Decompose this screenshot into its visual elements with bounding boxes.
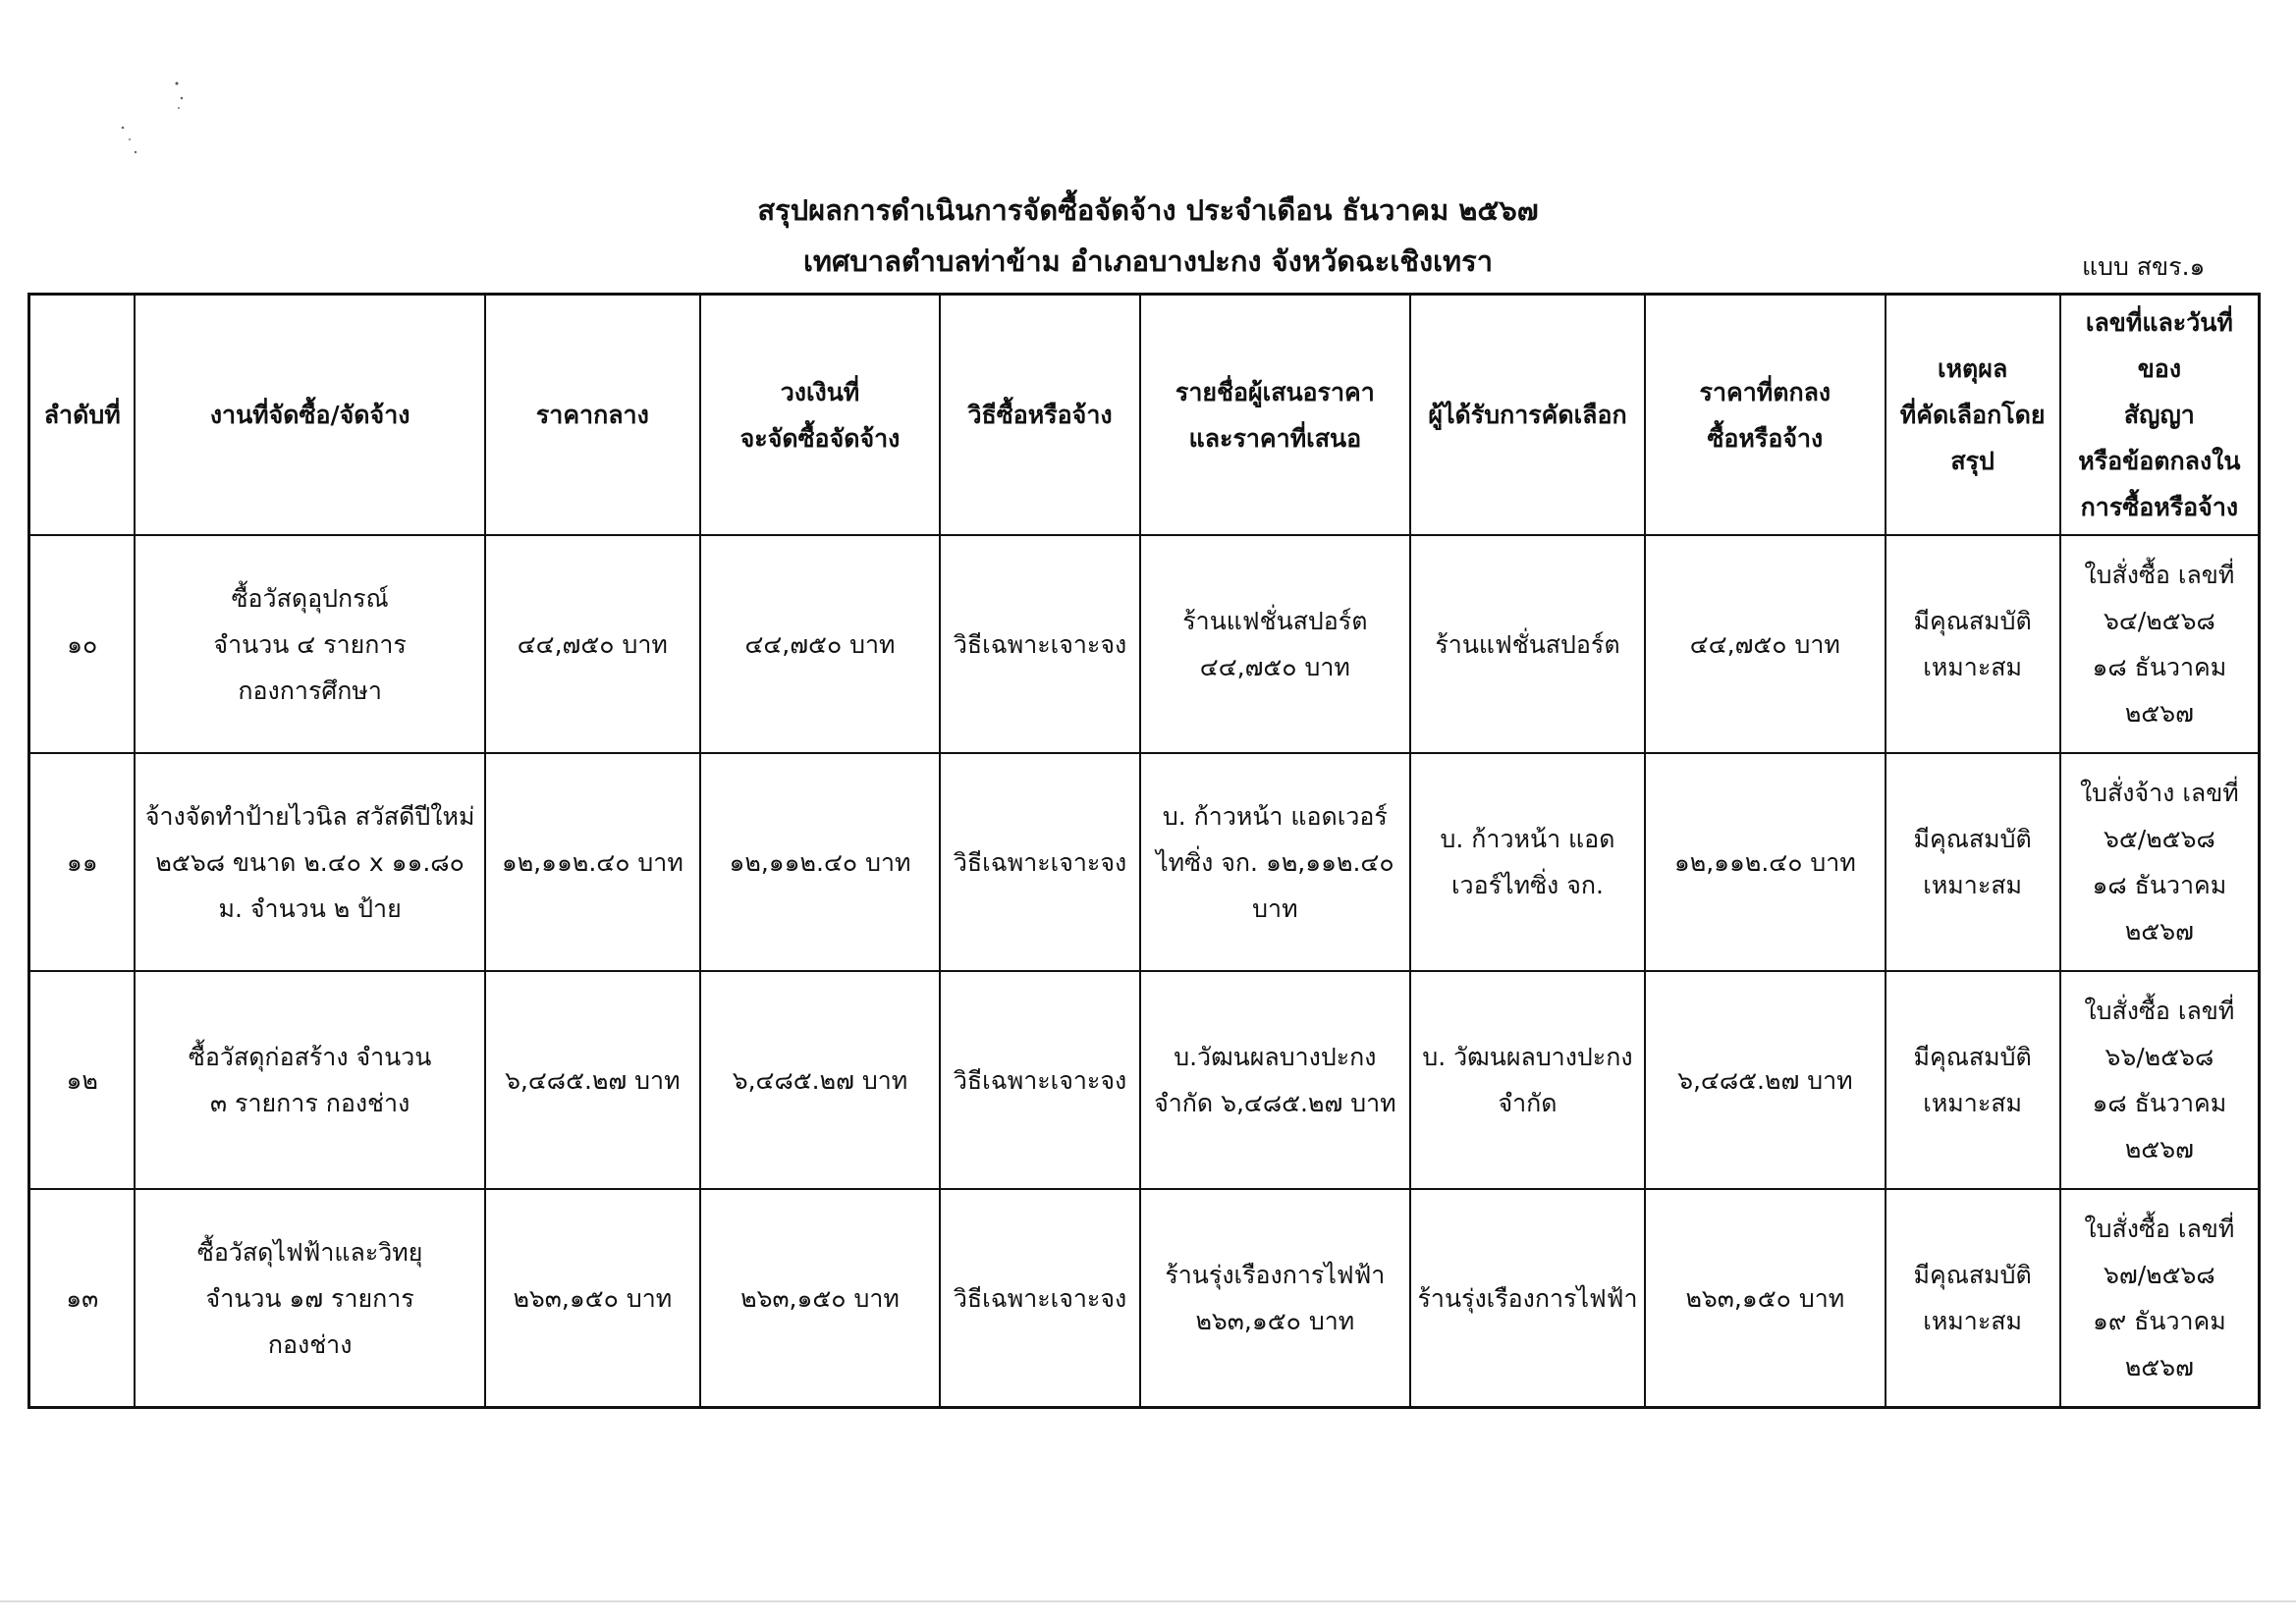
table-header-row <box>29 295 2260 536</box>
cell-bidders: ร้านรุ่งเรืองการไฟฟ้า ๒๖๓,๑๕๐ บาท <box>1140 1189 1410 1408</box>
cell-budget: ๖,๔๘๕.๒๗ บาท <box>700 971 940 1189</box>
cell-contract: ใบสั่งซื้อ เลขที่ ๖๖/๒๕๖๘ ๑๘ ธันวาคม ๒๕๖๗ <box>2060 971 2260 1189</box>
cell-budget: ๒๖๓,๑๕๐ บาท <box>700 1189 940 1408</box>
cell-agreed-price: ๒๖๓,๑๕๐ บาท <box>1645 1189 1885 1408</box>
cell-method: วิธีเฉพาะเจาะจง <box>940 753 1140 971</box>
cell-contract: ใบสั่งซื้อ เลขที่ ๖๔/๒๕๖๘ ๑๘ ธันวาคม ๒๕๖๗ <box>2060 535 2260 753</box>
header-no: ลำดับที่ <box>29 295 136 536</box>
title-line-2: เทศบาลตำบลท่าข้าม อำเภอบางปะกง จังหวัดฉะเชิงเทรา <box>802 244 1494 278</box>
cell-selected: ร้านรุ่งเรืองการไฟฟ้า <box>1410 1189 1645 1408</box>
header-method: วิธีซื้อหรือจ้าง <box>940 295 1140 536</box>
cell-bidders: ร้านแฟชั่นสปอร์ต ๔๔,๗๕๐ บาท <box>1140 535 1410 753</box>
cell-selected: บ. ก้าวหน้า แอด เวอร์ไทซิ่ง จก. <box>1410 753 1645 971</box>
header-bidders: รายชื่อผู้เสนอราคา และราคาที่เสนอ <box>1140 295 1410 536</box>
header-contract: เลขที่และวันที่ของ สัญญา หรือข้อตกลงใน การซื้อหรือจ้าง <box>2060 295 2260 536</box>
header-reason: เหตุผล ที่คัดเลือกโดย สรุป <box>1886 295 2060 536</box>
cell-reason: มีคุณสมบัติ เหมาะสม <box>1886 535 2060 753</box>
cell-contract: ใบสั่งซื้อ เลขที่ ๖๗/๒๕๖๘ ๑๙ ธันวาคม ๒๕๖๗ <box>2060 1189 2260 1408</box>
cell-median-price: ๑๒,๑๑๒.๔๐ บาท <box>485 753 700 971</box>
cell-work: ซื้อวัสดุไฟฟ้าและวิทยุ จำนวน ๑๗ รายการ กองช่าง <box>135 1189 484 1408</box>
cell-work: จ้างจัดทำป้ายไวนิล สวัสดีปีใหม่ ๒๕๖๘ ขนาด ๒.๔๐ x ๑๑.๘๐ ม. จำนวน ๒ ป้าย <box>135 753 484 971</box>
header-budget: วงเงินที่ จะจัดซื้อจัดจ้าง <box>700 295 940 536</box>
cell-bidders: บ.วัฒนผลบางปะกง จำกัด ๖,๔๘๕.๒๗ บาท <box>1140 971 1410 1189</box>
cell-no: ๑๑ <box>29 753 136 971</box>
cell-median-price: ๒๖๓,๑๕๐ บาท <box>485 1189 700 1408</box>
procurement-table <box>27 293 2261 1409</box>
document-title <box>0 185 2296 287</box>
cell-method: วิธีเฉพาะเจาะจง <box>940 1189 1140 1408</box>
cell-no: ๑๒ <box>29 971 136 1189</box>
cell-selected: บ. วัฒนผลบางปะกง จำกัด <box>1410 971 1645 1189</box>
cell-agreed-price: ๖,๔๘๕.๒๗ บาท <box>1645 971 1885 1189</box>
cell-no: ๑๓ <box>29 1189 136 1408</box>
cell-work: ซื้อวัสดุก่อสร้าง จำนวน ๓ รายการ กองช่าง <box>135 971 484 1189</box>
table-row <box>29 971 2260 1189</box>
cell-budget: ๑๒,๑๑๒.๔๐ บาท <box>700 753 940 971</box>
cell-selected: ร้านแฟชั่นสปอร์ต <box>1410 535 1645 753</box>
cell-median-price: ๖,๔๘๕.๒๗ บาท <box>485 971 700 1189</box>
cell-work: ซื้อวัสดุอุปกรณ์ จำนวน ๔ รายการ กองการศึกษา <box>135 535 484 753</box>
form-code: แบบ สขร.๑ <box>2082 252 2206 281</box>
cell-agreed-price: ๔๔,๗๕๐ บาท <box>1645 535 1885 753</box>
cell-median-price: ๔๔,๗๕๐ บาท <box>485 535 700 753</box>
header-agreed-price: ราคาที่ตกลง ซื้อหรือจ้าง <box>1645 295 1885 536</box>
cell-contract: ใบสั่งจ้าง เลขที่ ๖๕/๒๕๖๘ ๑๘ ธันวาคม ๒๕๖๗ <box>2060 753 2260 971</box>
cell-reason: มีคุณสมบัติ เหมาะสม <box>1886 1189 2060 1408</box>
header-median-price: ราคากลาง <box>485 295 700 536</box>
cell-reason: มีคุณสมบัติ เหมาะสม <box>1886 753 2060 971</box>
cell-method: วิธีเฉพาะเจาะจง <box>940 971 1140 1189</box>
cell-agreed-price: ๑๒,๑๑๒.๔๐ บาท <box>1645 753 1885 971</box>
cell-bidders: บ. ก้าวหน้า แอดเวอร์ ไทซิ่ง จก. ๑๒,๑๑๒.๔๐ บาท <box>1140 753 1410 971</box>
cell-method: วิธีเฉพาะเจาะจง <box>940 535 1140 753</box>
scan-speck-marks <box>108 69 196 177</box>
page-bottom-edge <box>0 1600 2296 1602</box>
cell-no: ๑๐ <box>29 535 136 753</box>
title-line-1: สรุปผลการดำเนินการจัดซื้อจัดจ้าง ประจำเดือน ธันวาคม ๒๕๖๗ <box>757 193 1539 227</box>
table-row <box>29 753 2260 971</box>
cell-reason: มีคุณสมบัติ เหมาะสม <box>1886 971 2060 1189</box>
header-work: งานที่จัดซื้อ/จัดจ้าง <box>135 295 484 536</box>
cell-budget: ๔๔,๗๕๐ บาท <box>700 535 940 753</box>
header-selected: ผู้ได้รับการคัดเลือก <box>1410 295 1645 536</box>
table-row <box>29 1189 2260 1408</box>
table-row <box>29 535 2260 753</box>
